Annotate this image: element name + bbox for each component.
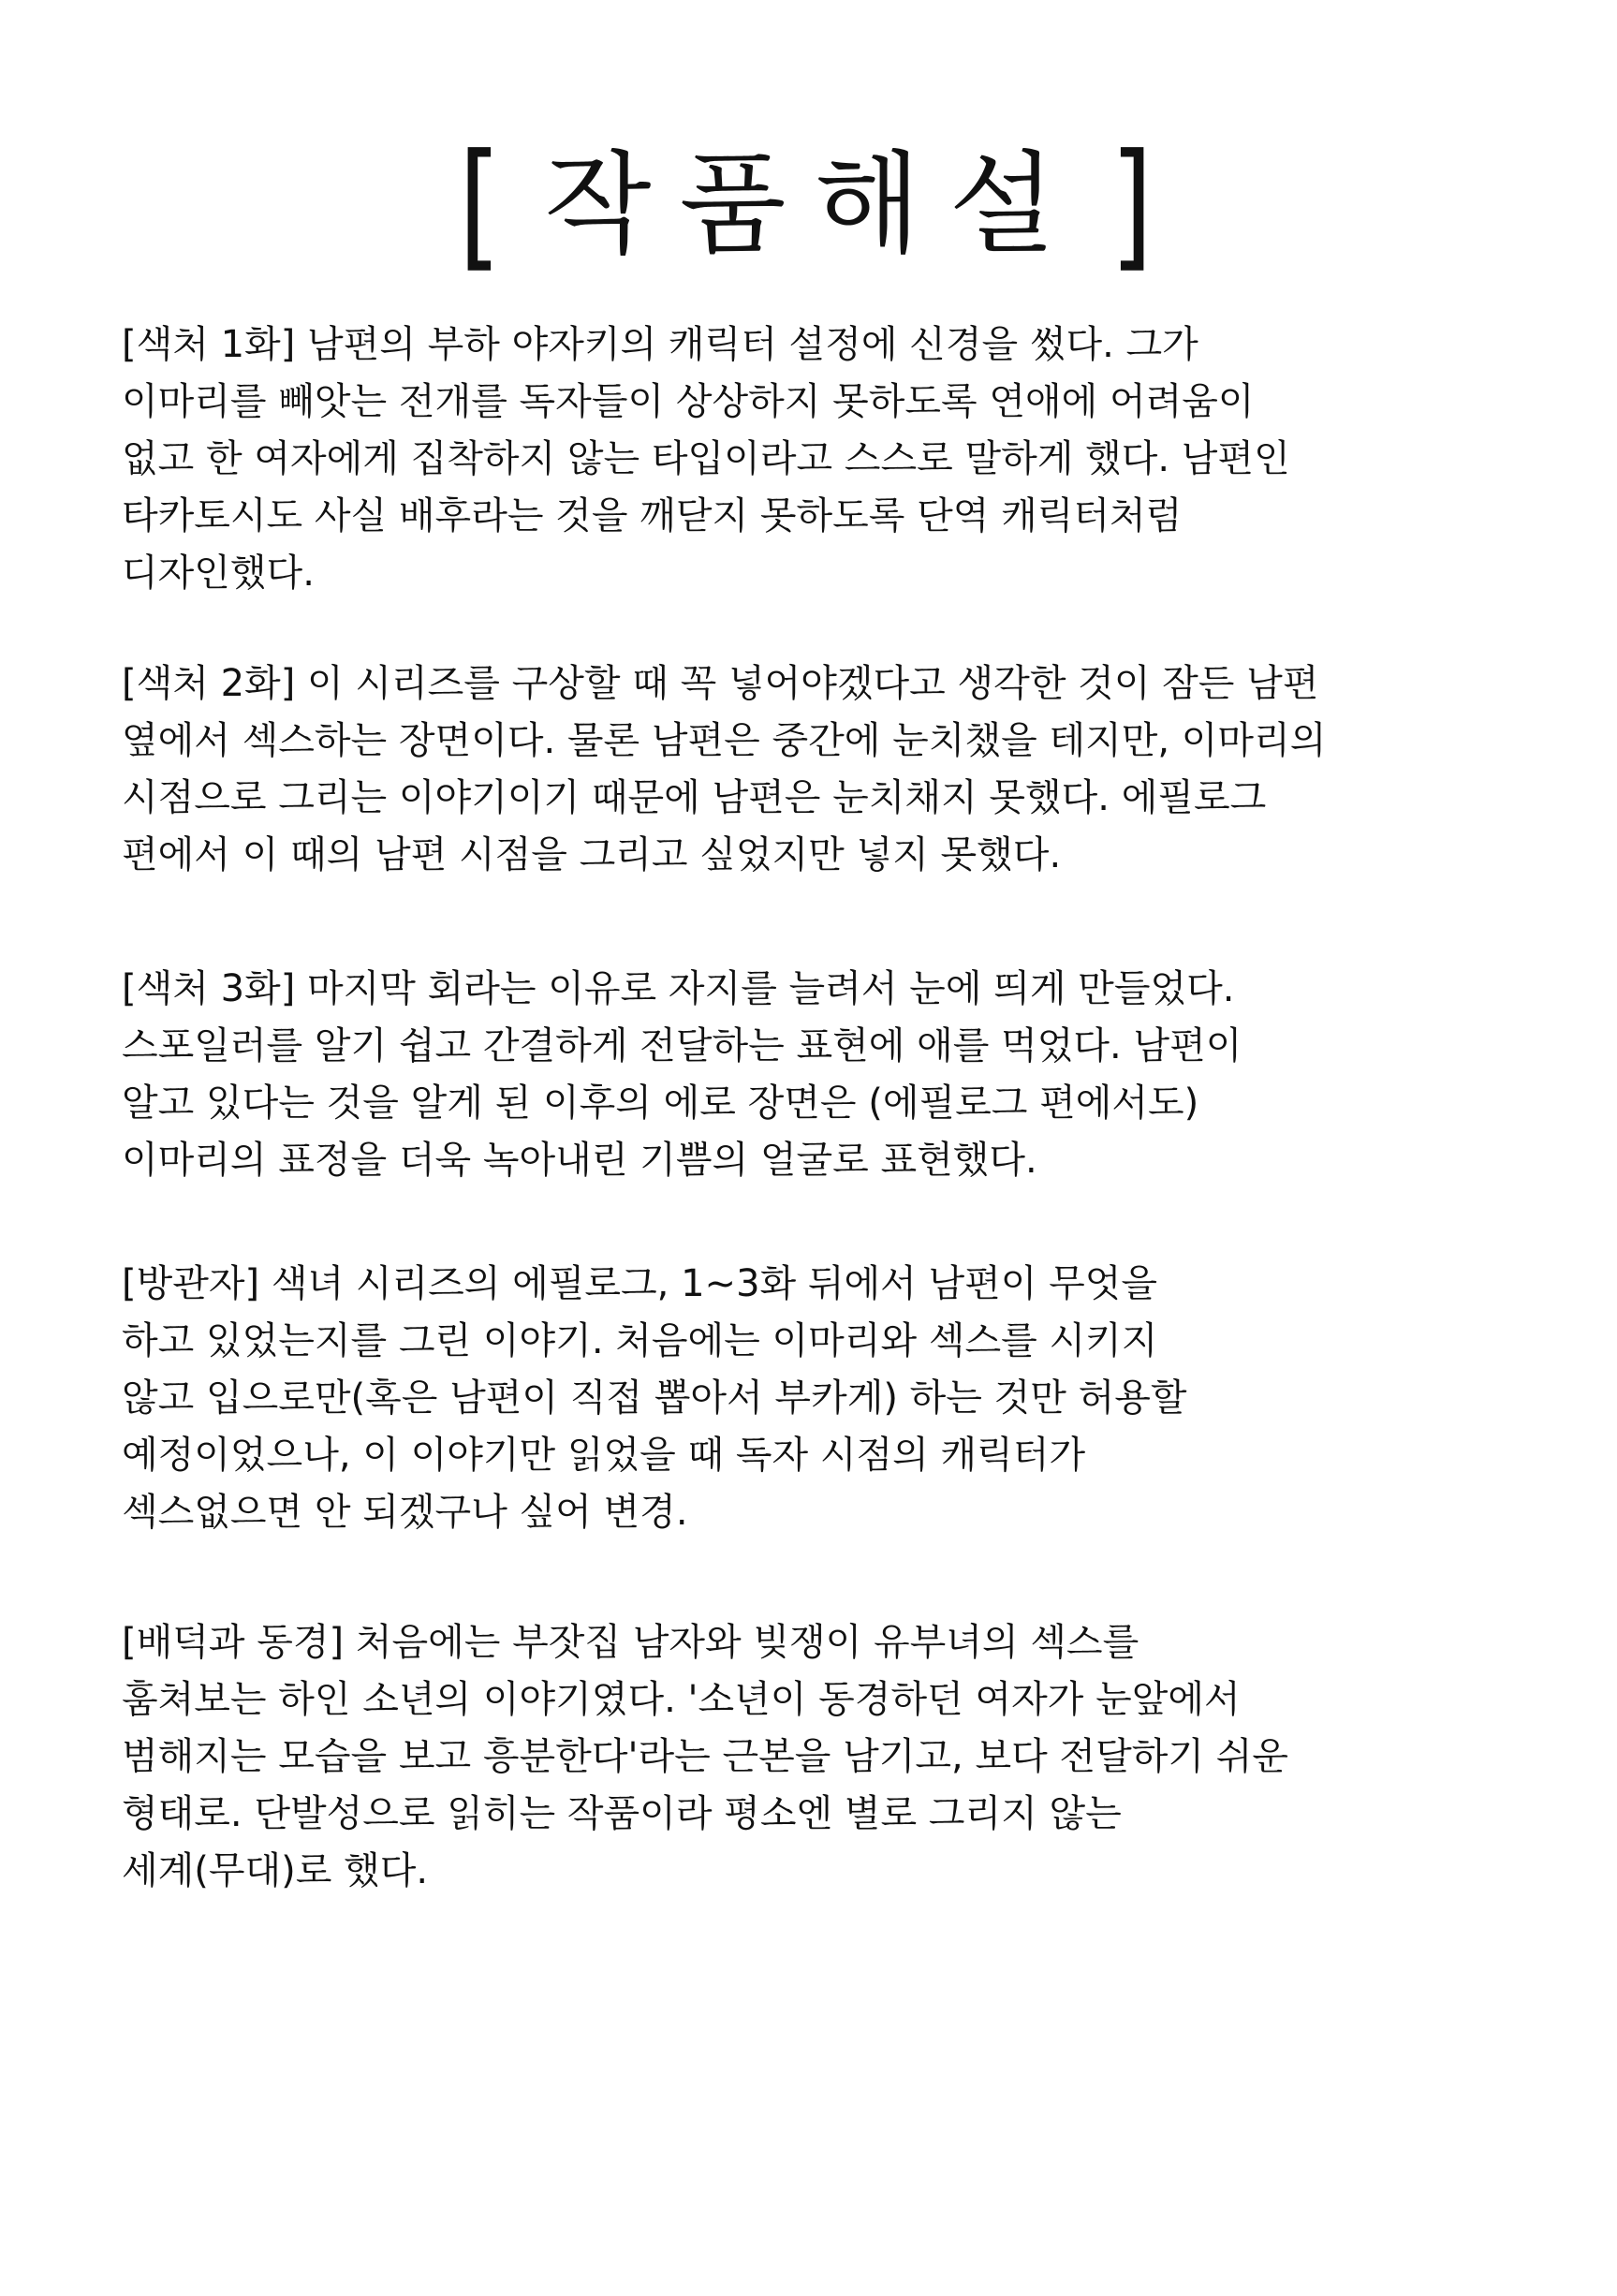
paragraph-line: 디자인했다. [122,552,315,595]
paragraph-line: 예정이었으나, 이 이야기만 읽었을 때 독자 시점의 캐릭터가 [122,1434,1086,1477]
paragraph-line: [배덕과 동경] 처음에는 부잣집 남자와 빚쟁이 유부녀의 섹스를 [122,1621,1139,1664]
paragraph-line: 없고 한 여자에게 집착하지 않는 타입이라고 스스로 말하게 했다. 남편인 [122,437,1290,480]
paragraph-chapter-2 [122,655,1526,884]
paragraph-line: 세계(무대)로 했다. [122,1849,429,1892]
title-text: 작품해설 [544,140,1084,269]
title-close-bracket: ] [1110,123,1159,286]
paragraph-line: 알고 있다는 것을 알게 된 이후의 에로 장면은 (에필로그 편에서도) [122,1082,1199,1125]
paragraph-chapter-3 [122,961,1526,1189]
paragraph-line: 훔쳐보는 하인 소년의 이야기였다. '소년이 동경하던 여자가 눈앞에서 [122,1678,1241,1721]
paragraph-line: 이마리의 표정을 더욱 녹아내린 기쁨의 얼굴로 표현했다. [122,1139,1037,1182]
paragraph-line: 시점으로 그리는 이야기이기 때문에 남편은 눈치채지 못했다. 에필로그 [122,776,1267,819]
paragraph-line: 타카토시도 사실 배후라는 것을 깨닫지 못하도록 단역 캐릭터처럼 [122,494,1183,537]
paragraph-chapter-1 [122,316,1526,602]
paragraph-line: 스포일러를 알기 쉽고 간결하게 전달하는 표현에 애를 먹었다. 남편이 [122,1024,1242,1067]
paragraph-line: [색처 3화] 마지막 회라는 이유로 자지를 늘려서 눈에 띄게 만들었다. [122,967,1235,1010]
paragraph-line: 범해지는 모습을 보고 흥분한다'라는 근본을 남기고, 보다 전달하기 쉬운 [122,1735,1288,1778]
title-open-bracket: [ [458,123,507,286]
paragraph-line: 편에서 이 때의 남편 시점을 그리고 싶었지만 넣지 못했다. [122,833,1062,876]
paragraph-line: 않고 입으로만(혹은 남편이 직접 뽑아서 부카게) 하는 것만 허용할 [122,1376,1187,1420]
page-title [0,123,1617,286]
paragraph-line: 섹스없으면 안 되겠구나 싶어 변경. [122,1491,688,1534]
paragraph-line: [색처 1화] 남편의 부하 야자키의 캐릭터 설정에 신경을 썼다. 그가 [122,323,1198,366]
commentary-body [122,316,1526,1900]
paragraph-line: 옆에서 섹스하는 장면이다. 물론 남편은 중간에 눈치챘을 테지만, 이마리의 [122,719,1327,762]
paragraph-line: [방관자] 색녀 시리즈의 에필로그, 1~3화 뒤에서 남편이 무엇을 [122,1262,1158,1305]
paragraph-line: 하고 있었는지를 그린 이야기. 처음에는 이마리와 섹스를 시키지 [122,1319,1158,1362]
paragraph-line: [색처 2화] 이 시리즈를 구상할 때 꼭 넣어야겠다고 생각한 것이 잠든 남편 [122,662,1319,705]
paragraph-line: 이마리를 빼앗는 전개를 독자들이 상상하지 못하도록 연애에 어려움이 [122,380,1255,423]
paragraph-immorality-and-longing [122,1614,1526,1900]
paragraph-bystander [122,1256,1526,1541]
paragraph-line: 형태로. 단발성으로 읽히는 작품이라 평소엔 별로 그리지 않는 [122,1792,1122,1835]
